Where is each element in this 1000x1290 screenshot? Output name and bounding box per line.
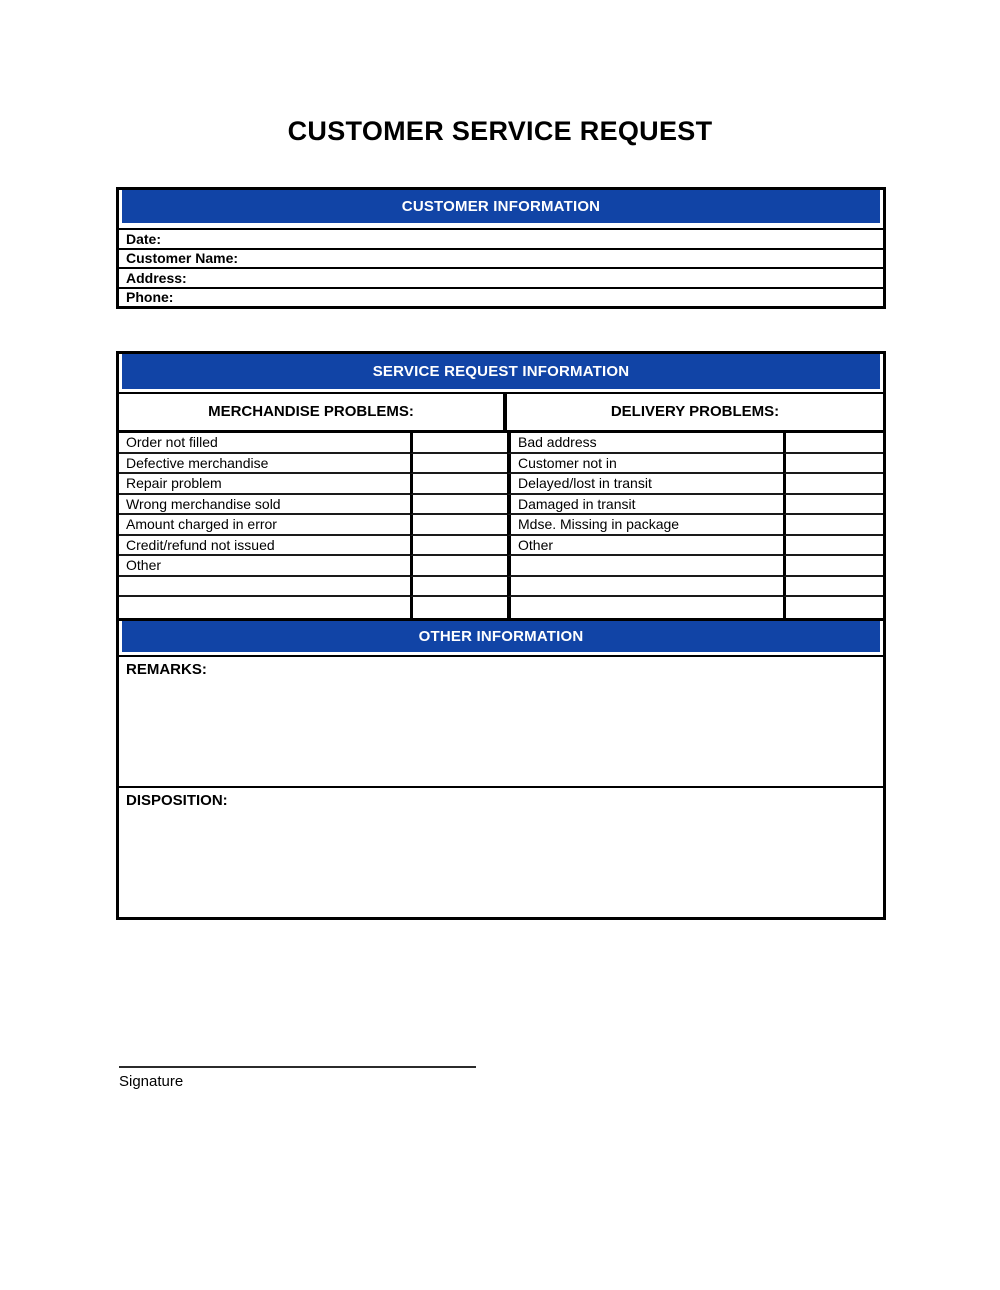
delivery-check-cell[interactable] bbox=[783, 577, 883, 598]
address-field[interactable] bbox=[119, 269, 883, 289]
delivery-item-label: Bad address bbox=[507, 433, 783, 454]
customer-information-header: CUSTOMER INFORMATION bbox=[122, 190, 880, 223]
service-request-header: SERVICE REQUEST INFORMATION bbox=[122, 354, 880, 389]
remarks-area[interactable] bbox=[119, 655, 883, 786]
merchandise-item-label: Defective merchandise bbox=[119, 454, 410, 475]
merchandise-item-label: Credit/refund not issued bbox=[119, 536, 410, 557]
delivery-check-cell[interactable] bbox=[783, 597, 883, 618]
merchandise-item-label bbox=[119, 597, 410, 618]
merchandise-check-cell[interactable] bbox=[410, 474, 507, 495]
address-field-label: Address: bbox=[126, 269, 187, 286]
phone-field[interactable] bbox=[119, 289, 883, 307]
customer-information-fields bbox=[119, 228, 883, 306]
delivery-check-cell[interactable] bbox=[783, 433, 883, 454]
merchandise-check-cell[interactable] bbox=[410, 577, 507, 598]
merchandise-check-cell[interactable] bbox=[410, 454, 507, 475]
date-field[interactable] bbox=[119, 230, 883, 250]
merchandise-item-label bbox=[119, 577, 410, 598]
delivery-item-label bbox=[507, 556, 783, 577]
merchandise-item-label: Other bbox=[119, 556, 410, 577]
delivery-check-cell[interactable] bbox=[783, 556, 883, 577]
delivery-item-label: Damaged in transit bbox=[507, 495, 783, 516]
merchandise-item-label: Wrong merchandise sold bbox=[119, 495, 410, 516]
delivery-item-label: Other bbox=[507, 536, 783, 557]
merchandise-check-cell[interactable] bbox=[410, 556, 507, 577]
problems-checklist bbox=[119, 433, 883, 618]
disposition-label: DISPOSITION: bbox=[126, 791, 228, 809]
delivery-item-label: Customer not in bbox=[507, 454, 783, 475]
phone-field-label: Phone: bbox=[126, 289, 174, 306]
signature-line[interactable] bbox=[119, 1066, 476, 1068]
customer-name-field[interactable] bbox=[119, 250, 883, 270]
delivery-item-label bbox=[507, 597, 783, 618]
merchandise-check-cell[interactable] bbox=[410, 433, 507, 454]
merchandise-item-label: Order not filled bbox=[119, 433, 410, 454]
delivery-check-cell[interactable] bbox=[783, 474, 883, 495]
merchandise-check-cell[interactable] bbox=[410, 515, 507, 536]
customer-information-section bbox=[116, 187, 886, 309]
merchandise-problems-header: MERCHANDISE PROBLEMS: bbox=[119, 394, 507, 430]
remarks-label: REMARKS: bbox=[126, 660, 207, 678]
merchandise-check-cell[interactable] bbox=[410, 597, 507, 618]
service-request-section bbox=[116, 351, 886, 920]
delivery-check-cell[interactable] bbox=[783, 495, 883, 516]
other-information-header: OTHER INFORMATION bbox=[122, 621, 880, 652]
delivery-problems-header: DELIVERY PROBLEMS: bbox=[610, 403, 780, 420]
merchandise-item-label: Repair problem bbox=[119, 474, 410, 495]
delivery-check-cell[interactable] bbox=[783, 536, 883, 557]
merchandise-check-cell[interactable] bbox=[410, 495, 507, 516]
delivery-item-label: Mdse. Missing in package bbox=[507, 515, 783, 536]
delivery-item-label bbox=[507, 577, 783, 598]
delivery-check-cell[interactable] bbox=[783, 454, 883, 475]
page-title: CUSTOMER SERVICE REQUEST bbox=[287, 116, 713, 146]
delivery-item-label: Delayed/lost in transit bbox=[507, 474, 783, 495]
customer-name-field-label: Customer Name: bbox=[126, 250, 239, 267]
date-field-label: Date: bbox=[126, 230, 162, 247]
delivery-check-cell[interactable] bbox=[783, 515, 883, 536]
disposition-area[interactable] bbox=[119, 786, 883, 918]
signature-label: Signature bbox=[119, 1073, 184, 1090]
merchandise-check-cell[interactable] bbox=[410, 536, 507, 557]
problems-subheader-row bbox=[119, 392, 883, 433]
merchandise-item-label: Amount charged in error bbox=[119, 515, 410, 536]
